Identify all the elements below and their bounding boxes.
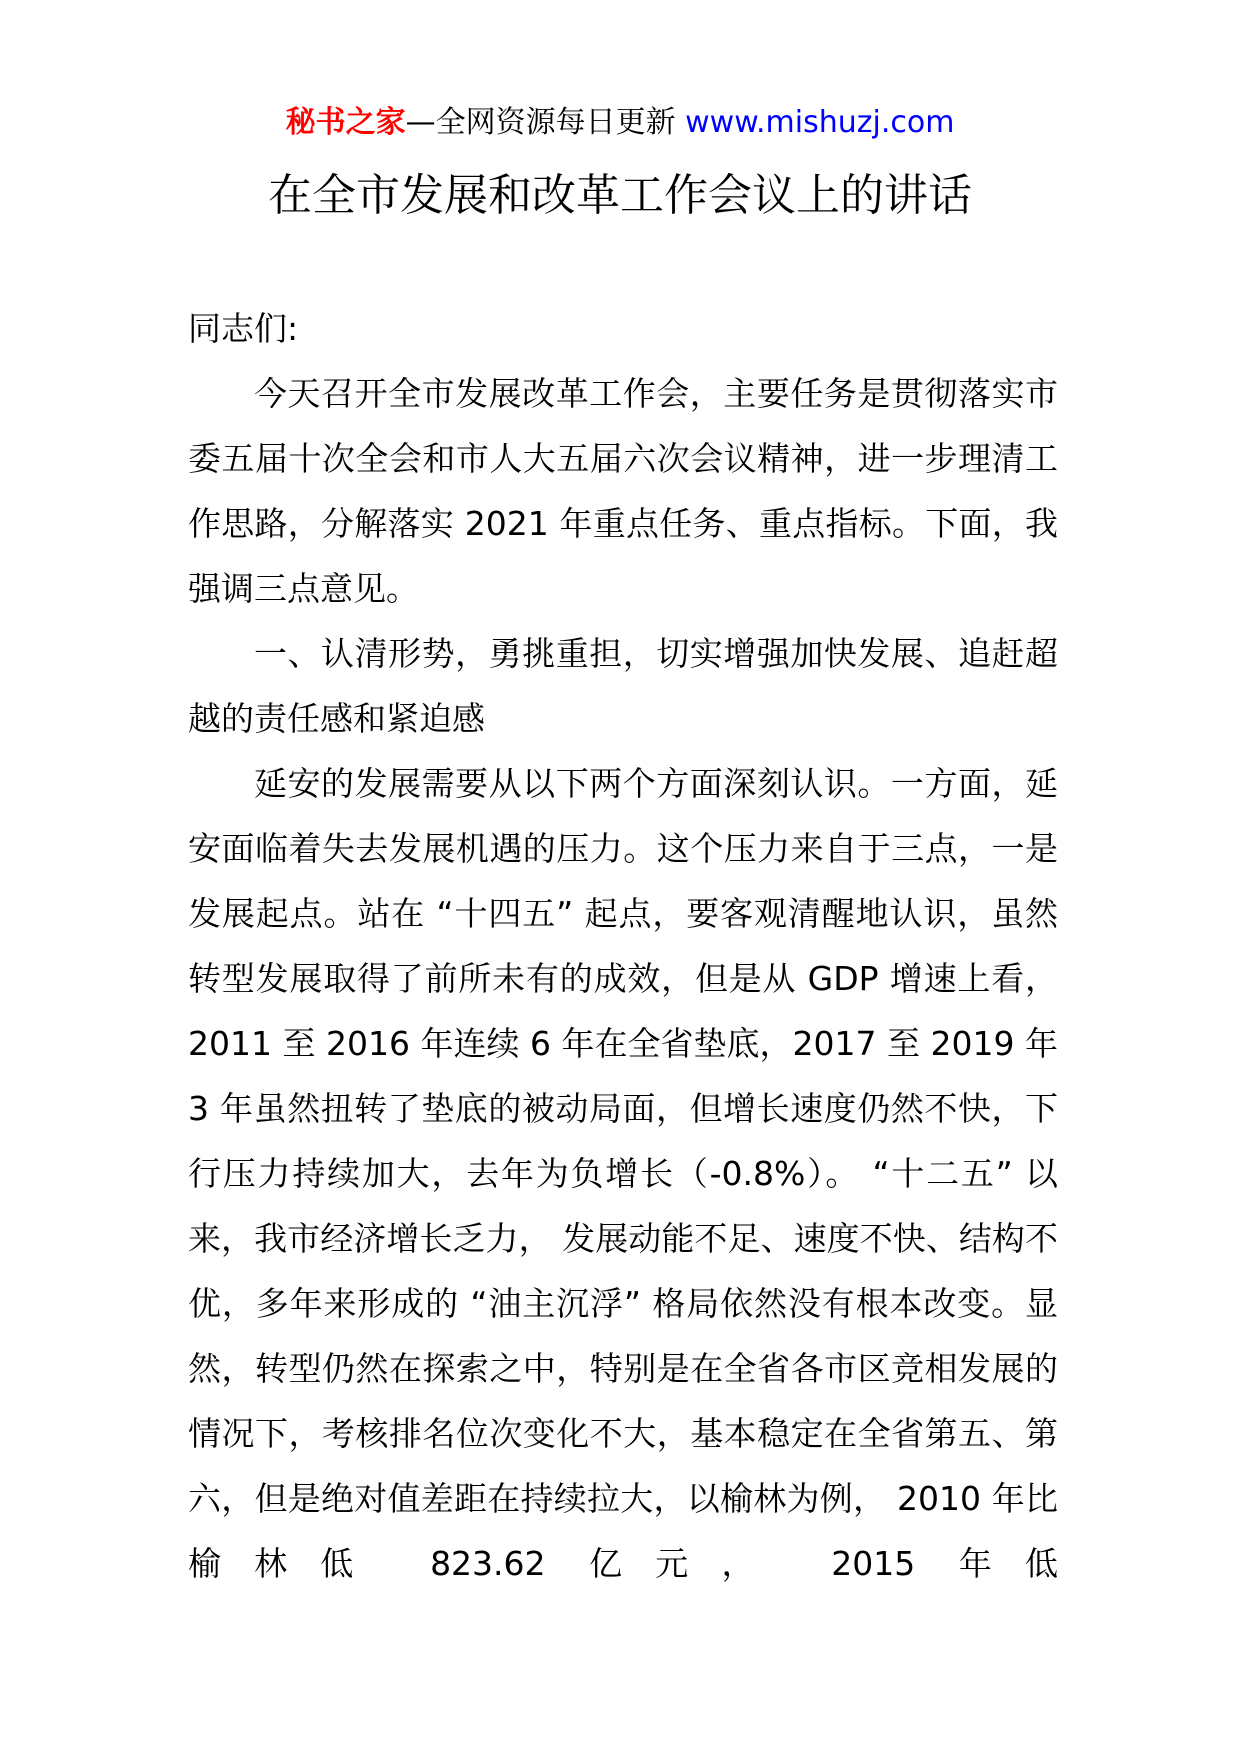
site-tagline: —全网资源每日更新	[405, 105, 676, 140]
paragraph-development: 延安的发展需要从以下两个方面深刻认识。一方面，延安面临着失去发展机遇的压力。这个压力来自于三点，一是发展起点。站在 “十四五” 起点，要客观清醒地认识，虽然转型发展取得了前所未有的成效，但是从 GDP 增速上看，2011 至 2016 年连续 6 年在全省垫底，2017 至 2019 年 3 年虽然扭转了垫底的被动局面，但增长速度仍然不快，下行压力持续加大，去年为负增长（-0.8%）。 “十二五” 以来，我市经济增长乏力， 发展动能不足、速度不快、结构不优，多年来形成的 “油主沉浮” 格局依然没有根本改变。显然，转型仍然在探索之中，特别是在全省各市区竞相发展的情况下，考核排名位次变化不大，基本稳定在全省第五、第六，但是绝对值差距在持续拉大，以榆林为例， 2010 年比榆林低 823.62 亿元， 2015 年低	[188, 764, 1058, 1583]
section-heading-1: 一、认清形势，勇挑重担，切实增强加快发展、追赶超越的责任感和紧迫感	[188, 634, 1058, 738]
document-body	[188, 296, 1058, 1596]
site-url[interactable]: www.mishuzj.com	[685, 105, 955, 140]
document-title: 在全市发展和改革工作会议上的讲话	[268, 170, 972, 221]
site-header	[0, 101, 1240, 145]
paragraph-intro: 今天召开全市发展改革工作会，主要任务是贯彻落实市委五届十次全会和市人大五届六次会议精神，进一步理清工作思路，分解落实 2021 年重点任务、重点指标。下面，我强调三点意见。	[188, 374, 1058, 608]
salutation: 同志们:	[188, 309, 299, 348]
site-brand: 秘书之家	[285, 105, 406, 140]
